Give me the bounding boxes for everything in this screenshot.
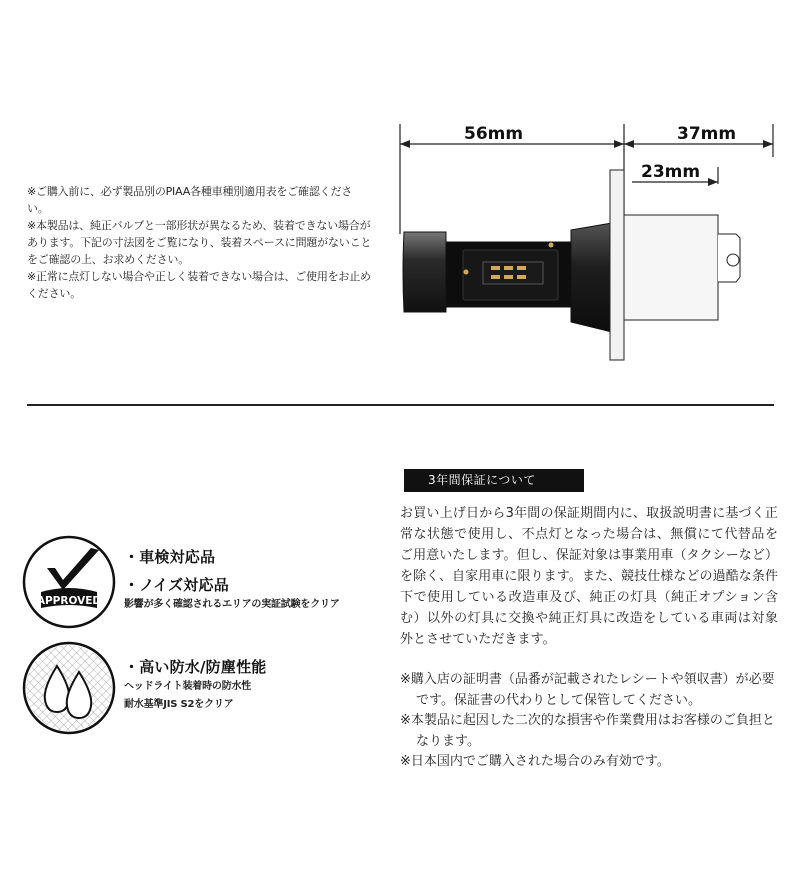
note-item: ※正常に点灯しない場合や正しく装着できない場合は、ご使用をお止めください。 (27, 270, 371, 300)
warranty-note: ※本製品に起因した二次的な損害や作業費用はお客様のご負担となります。 (400, 713, 775, 749)
warranty-note: ※日本国内でご購入された場合のみ有効です。 (400, 754, 670, 769)
feature-sub-noise: 影響が多く確認されるエリアの実証試験をクリア (124, 599, 340, 610)
inner-dimension-label: 23mm (641, 162, 701, 182)
waterproof-drop-icon (21, 640, 117, 740)
approved-badge-text: APPROVED (36, 595, 102, 607)
feature-title-inspection: ・車検対応品 (124, 548, 216, 566)
warranty-body: お買い上げ日から3年間の保証期間内に、取扱説明書に基づく正常な状態で使用し、不点灯となった場合は、無償にて代替品をご用意いたします。但し、保証対象は事業用車（タクシーなど）を除く、自家用車に限ります。また、競技仕様などの過酷な条件下で使用している改造車及び、純正の灯具（純正オプション含む）以外の灯具に交換や純正灯具に改造をしている車両は対象外とさせていただきます。 (400, 506, 778, 647)
feature-sub-waterproof-1: ヘッドライト装着時の防水性 (124, 681, 252, 692)
note-item: ※ご購入前に、必ず製品別のPIAA各種車種別適用表をご確認ください。 (27, 185, 353, 215)
feature-sub-waterproof-2: 耐水基準JIS S2をクリア (124, 699, 234, 710)
warranty-title: 3年間保証について (404, 469, 584, 492)
precaution-notes (27, 183, 372, 302)
warranty-notes (400, 670, 785, 773)
approved-badge-icon (21, 534, 117, 634)
feature-title-noise: ・ノイズ対応品 (124, 576, 229, 594)
section-divider (27, 404, 774, 406)
warranty-note: ※購入店の証明書（品番が記載されたレシートや領収書）が必要です。保証書の代わりとして保管してください。 (400, 672, 775, 708)
bulb-drawing (388, 112, 788, 372)
length-dimension-label: 56mm (464, 124, 524, 144)
bulb-dimension-diagram (388, 112, 788, 372)
feature-title-waterproof: ・高い防水/防塵性能 (124, 658, 267, 676)
base-dimension-label: 37mm (677, 124, 737, 144)
note-item: ※本製品は、純正バルブと一部形状が異なるため、装着できない場合があります。下記の寸法図をご覧になり、装着スペースに問題がないことをご確認の上、お求めください。 (27, 219, 372, 266)
